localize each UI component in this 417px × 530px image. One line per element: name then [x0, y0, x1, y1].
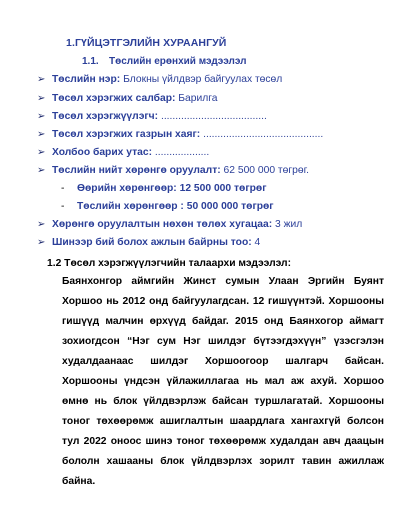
info-label: Шинээр бий болох ажлын байрны тоо: — [52, 237, 252, 248]
info-value: Блокны үйлдвэр байгуулах төсөл — [120, 74, 283, 85]
sub-item-text: Өөрийн хөрөнгөөр: 12 500 000 төгрөг — [77, 183, 267, 194]
info-item — [37, 237, 260, 248]
info-value: 4 — [251, 237, 261, 248]
info-label: Холбоо барих утас: — [52, 147, 153, 158]
arrow-bullet-icon: ➢ — [37, 237, 46, 248]
sub-item — [61, 183, 266, 194]
info-value: Барилга — [175, 93, 218, 104]
heading-number: 1.1. — [82, 56, 99, 67]
section-title: 1.2 Төсөл хэрэгжүүлэгчийн талаархи мэдээлэл: — [47, 258, 292, 269]
sub-item-text: Төслийн хөрөнгөөр : 50 000 000 төгрөг — [77, 201, 274, 212]
heading-text: Төслийн ерөнхий мэдээлэл — [109, 56, 247, 67]
arrow-bullet-icon: ➢ — [37, 111, 46, 122]
dash-bullet: - — [61, 201, 65, 212]
heading-general-info — [82, 56, 246, 67]
info-item — [37, 74, 282, 85]
info-label: Хөрөнгө оруулалтын нөхөн төлөх хугацаа: — [52, 219, 273, 230]
dash-bullet: - — [61, 183, 65, 194]
info-label: Төслийн нийт хөрөнгө оруулалт: — [52, 165, 221, 176]
arrow-bullet-icon: ➢ — [37, 147, 46, 158]
info-item — [37, 93, 218, 104]
arrow-bullet-icon: ➢ — [37, 165, 46, 176]
info-label: Төсөл хэрэгжих газрын хаяг: — [52, 129, 201, 140]
info-value: 3 жил — [272, 219, 303, 230]
info-value: .......................................... — [200, 129, 324, 140]
info-item — [37, 165, 309, 176]
info-item — [37, 147, 209, 158]
info-value: ..................................... — [158, 111, 267, 122]
info-item — [37, 129, 323, 140]
sub-item — [61, 201, 274, 212]
info-label: Төсөл хэрэгжих салбар: — [52, 93, 176, 104]
info-item — [37, 219, 302, 230]
info-value: 62 500 000 төгрөг. — [220, 165, 309, 176]
info-label: Төсөл хэрэгжүүлэгч: — [52, 111, 159, 122]
arrow-bullet-icon: ➢ — [37, 219, 46, 230]
arrow-bullet-icon: ➢ — [37, 74, 46, 85]
arrow-bullet-icon: ➢ — [37, 129, 46, 140]
heading-executive-summary: 1.ГҮЙЦЭТГЭЛИЙН ХУРААНГУЙ — [66, 37, 227, 49]
info-label: Төслийн нэр: — [52, 74, 121, 85]
info-value: ................... — [152, 147, 210, 158]
body-paragraph: Баянхонгор аймгийн Жинст сумын Улаан Эргийн Буянт Хоршоо нь 2012 онд байгуулагдсан. 12 гишүүнтэй. Хоршооны гишүүд малчин өрхүүд байдаг. 2015 онд Баянхогор аймагт зохиогдсон “Нэг сум Нэг шилдэг бүтээгдэхүүн” үзэсгэлэн худалдаанаас шилдэг Хоршоогоор шалгарч байсан. Хоршооны үндсэн үйлажиллагаа нь мал аж ахуй. Хоршоо өмнө нь блок үйлдвэрлэж байсан туршлагатай. Хоршооны тоног төхөөрөмж ашиглалтын шаардлага хангахгүй болсон тул 2022 оноос шинэ тоног төхөөрөмж худалдан авч даацын бололн хашааны блок үйлдвэрлэх зорилт тавин ажиллаж байна. — [62, 276, 384, 487]
arrow-bullet-icon: ➢ — [37, 93, 46, 104]
info-item — [37, 111, 267, 122]
